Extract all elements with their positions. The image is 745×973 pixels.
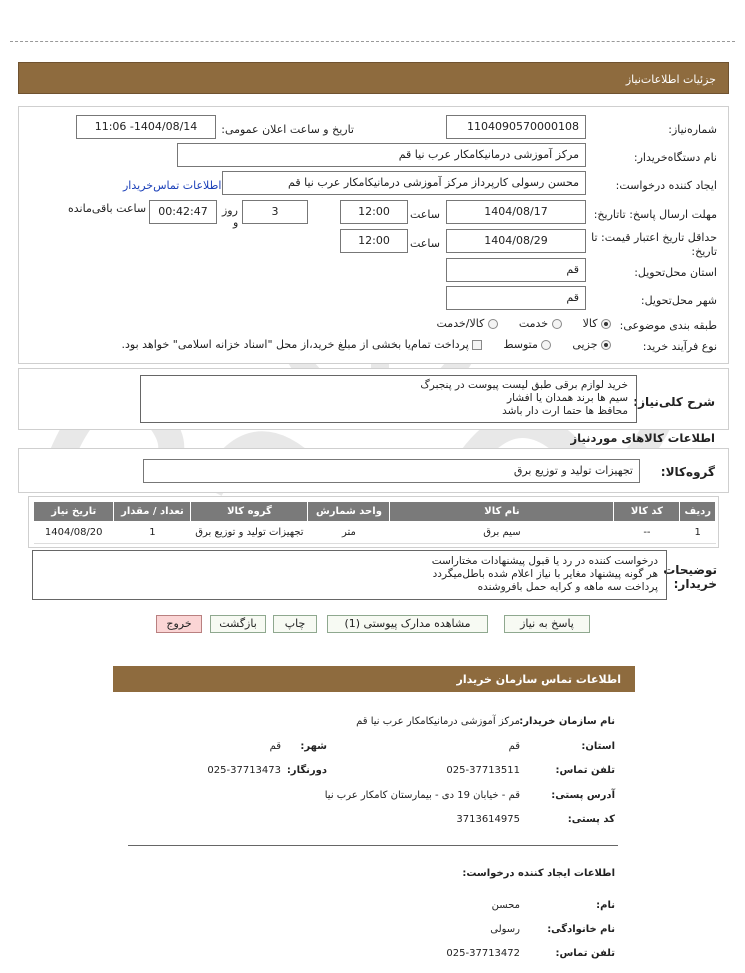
min-validity-label-line1: حداقل تاریخ اعتبار قیمت: تا [591, 231, 717, 244]
need-number-field: 1104090570000108 [446, 115, 586, 139]
min-validity-label-line2: تاریخ: [691, 245, 717, 258]
delivery-city-label: شهر محل‌تحویل: [640, 294, 717, 307]
announce-datetime-field: 1404/08/14- 11:06 [76, 115, 216, 139]
contact-org-value: مرکز آموزشی درمانیکامکار عرب نیا قم [356, 716, 520, 727]
buyer-notes-line: پرداخت سه ماهه و کرایه حمل بافروشنده [477, 581, 658, 593]
contact-divider [128, 845, 618, 846]
buyer-notes-line: هر گونه پیشنهاد مغایر با نیاز اعلام شده باطل‌میگردد [432, 568, 658, 580]
cell-quantity: 1 [114, 522, 191, 544]
col-header-quantity: تعداد / مقدار [114, 502, 191, 522]
buyer-notes-label-line1: توضیحات [663, 563, 717, 577]
buyer-contact-section-header: اطلاعات تماس سازمان خریدار [113, 666, 635, 692]
buyer-org-label: نام دستگاه‌خریدار: [633, 151, 717, 164]
need-number-label: شماره‌نیاز: [668, 123, 717, 136]
cell-item-name: سیم برق [390, 522, 614, 544]
description-line: سیم ها برند همدان یا افشار [507, 392, 628, 404]
creator-phone-label: تلفن تماس: [555, 948, 615, 959]
buyer-contact-link[interactable]: اطلاعات تماس‌خریدار [123, 179, 222, 192]
category-service-radio[interactable] [552, 319, 562, 329]
treasury-payment-note: پرداخت تمام‌یا بخشی از مبلغ خرید،از محل "اسناد خزانه اسلامی" خواهد بود. [121, 338, 469, 351]
process-radio-group [122, 338, 611, 351]
contact-province-label: استان: [581, 741, 615, 752]
process-medium-radio[interactable] [541, 340, 551, 350]
buyer-notes-line: درخواست کننده در رد یا قبول پیشنهادات مختاراست [431, 555, 658, 567]
deadline-time-field: 12:00 [340, 200, 408, 224]
purchase-process-label: نوع فرآیند خرید: [642, 340, 717, 353]
description-label: شرح کلی‌نیاز: [633, 395, 715, 409]
contact-province-value: قم [508, 741, 520, 752]
creator-first-name-label: نام: [596, 900, 615, 911]
request-creator-label: ایجاد کننده درخواست: [615, 179, 717, 192]
creator-phone-value: 025-37713472 [446, 948, 520, 959]
page-header-bar [18, 62, 729, 94]
table-row [34, 522, 716, 544]
contact-postal-label: کد پستی: [567, 814, 615, 825]
category-goods-label: کالا [582, 317, 598, 330]
reply-to-need-button[interactable]: پاسخ به نیاز [504, 615, 590, 633]
buyer-notes-label-line2: خریدار: [673, 577, 717, 591]
cell-unit: متر [308, 522, 390, 544]
creator-first-name-value: محسن [491, 900, 520, 911]
process-partial-label: جزیی [572, 338, 598, 351]
request-creator-field: محسن رسولی کارپرداز مرکز آموزشی درمانیکامکار عرب نیا قم [222, 171, 586, 195]
contact-phone-value: 025-37713511 [446, 765, 520, 776]
process-medium-label: متوسط [503, 338, 538, 351]
contact-postal-value: 3713614975 [456, 814, 520, 825]
description-line: محافظ ها حتما ارت دار باشد [502, 405, 628, 417]
contact-fax-value: 025-37713473 [207, 765, 281, 776]
cell-item-group: تجهیزات تولید و توزیع برق [191, 522, 308, 544]
creator-last-name-label: نام خانوادگی: [547, 924, 615, 935]
min-validity-date-field: 1404/08/29 [446, 229, 586, 253]
contact-org-label: نام سازمان خریدار: [519, 716, 615, 727]
delivery-province-label: استان محل‌تحویل: [634, 266, 717, 279]
treasury-payment-checkbox[interactable] [472, 340, 482, 350]
exit-button[interactable]: خروج [156, 615, 202, 633]
contact-phone-label: تلفن تماس: [555, 765, 615, 776]
contact-address-value: قم - خیابان 19 دی - بیمارستان کامکار عرب نیا [324, 790, 520, 801]
creator-info-title: اطلاعات ایجاد کننده درخواست: [462, 868, 615, 879]
buyer-notes-box [32, 550, 667, 600]
buyer-org-field: مرکز آموزشی درمانیکامکار عرب نیا قم [177, 143, 586, 167]
creator-last-name-value: رسولی [490, 924, 520, 935]
deadline-label: مهلت ارسال پاسخ: تاتاریخ: [593, 208, 717, 221]
delivery-province-field: قم [446, 258, 586, 282]
category-goods-service-label: کالا/خدمت [436, 317, 485, 330]
back-button[interactable]: بازگشت [210, 615, 266, 633]
top-dotted-divider [10, 41, 735, 42]
contact-address-label: آدرس پستی: [551, 790, 615, 801]
col-header-item-group: گروه کالا [191, 502, 308, 522]
goods-info-title: اطلاعات کالاهای موردنیاز [570, 431, 715, 445]
deadline-date-field: 1404/08/17 [446, 200, 586, 224]
min-validity-time-field: 12:00 [340, 229, 408, 253]
days-label: روز [222, 204, 238, 217]
items-table [33, 501, 716, 544]
goods-group-label: گروه‌کالا: [660, 465, 715, 479]
remaining-days-field: 3 [242, 200, 308, 224]
deadline-time-label: ساعت [410, 208, 440, 221]
cell-item-code: -- [614, 522, 680, 544]
col-header-unit: واحد شمارش [308, 502, 390, 522]
category-goods-radio[interactable] [601, 319, 611, 329]
view-attachments-button[interactable]: مشاهده مدارک پیوستی (1) [327, 615, 488, 633]
delivery-city-field: قم [446, 286, 586, 310]
col-header-need-date: تاریخ نیاز [34, 502, 114, 522]
description-box [140, 375, 637, 423]
description-line: خرید لوازم برقی طبق لیست پیوست در پنجبرگ [420, 379, 628, 391]
contact-city-value: قم [269, 741, 281, 752]
col-header-item-code: کد کالا [614, 502, 680, 522]
col-header-item-name: نام کالا [390, 502, 614, 522]
page-title: جزئیات اطلاعات‌نیاز [625, 73, 716, 86]
remaining-time-label: ساعت باقی‌مانده [68, 202, 147, 215]
remaining-time-field: 00:42:47 [149, 200, 217, 224]
category-goods-service-radio[interactable] [488, 319, 498, 329]
category-radio-group [437, 317, 612, 330]
cell-need-date: 1404/08/20 [34, 522, 114, 544]
announce-datetime-label: تاریخ و ساعت اعلان عمومی: [221, 123, 354, 136]
category-label: طبقه بندی موضوعی: [619, 319, 717, 332]
items-table-header-row [34, 502, 716, 522]
cell-row-number: 1 [680, 522, 716, 544]
contact-fax-label: دورنگار: [286, 765, 327, 776]
print-button[interactable]: چاپ [273, 615, 317, 633]
col-header-row-number: ردیف [680, 502, 716, 522]
contact-city-label: شهر: [300, 741, 327, 752]
goods-group-field: تجهیزات تولید و توزیع برق [143, 459, 640, 483]
category-service-label: خدمت [518, 317, 549, 330]
and-label: و [233, 216, 239, 229]
process-partial-radio[interactable] [601, 340, 611, 350]
min-validity-time-label: ساعت [410, 237, 440, 250]
